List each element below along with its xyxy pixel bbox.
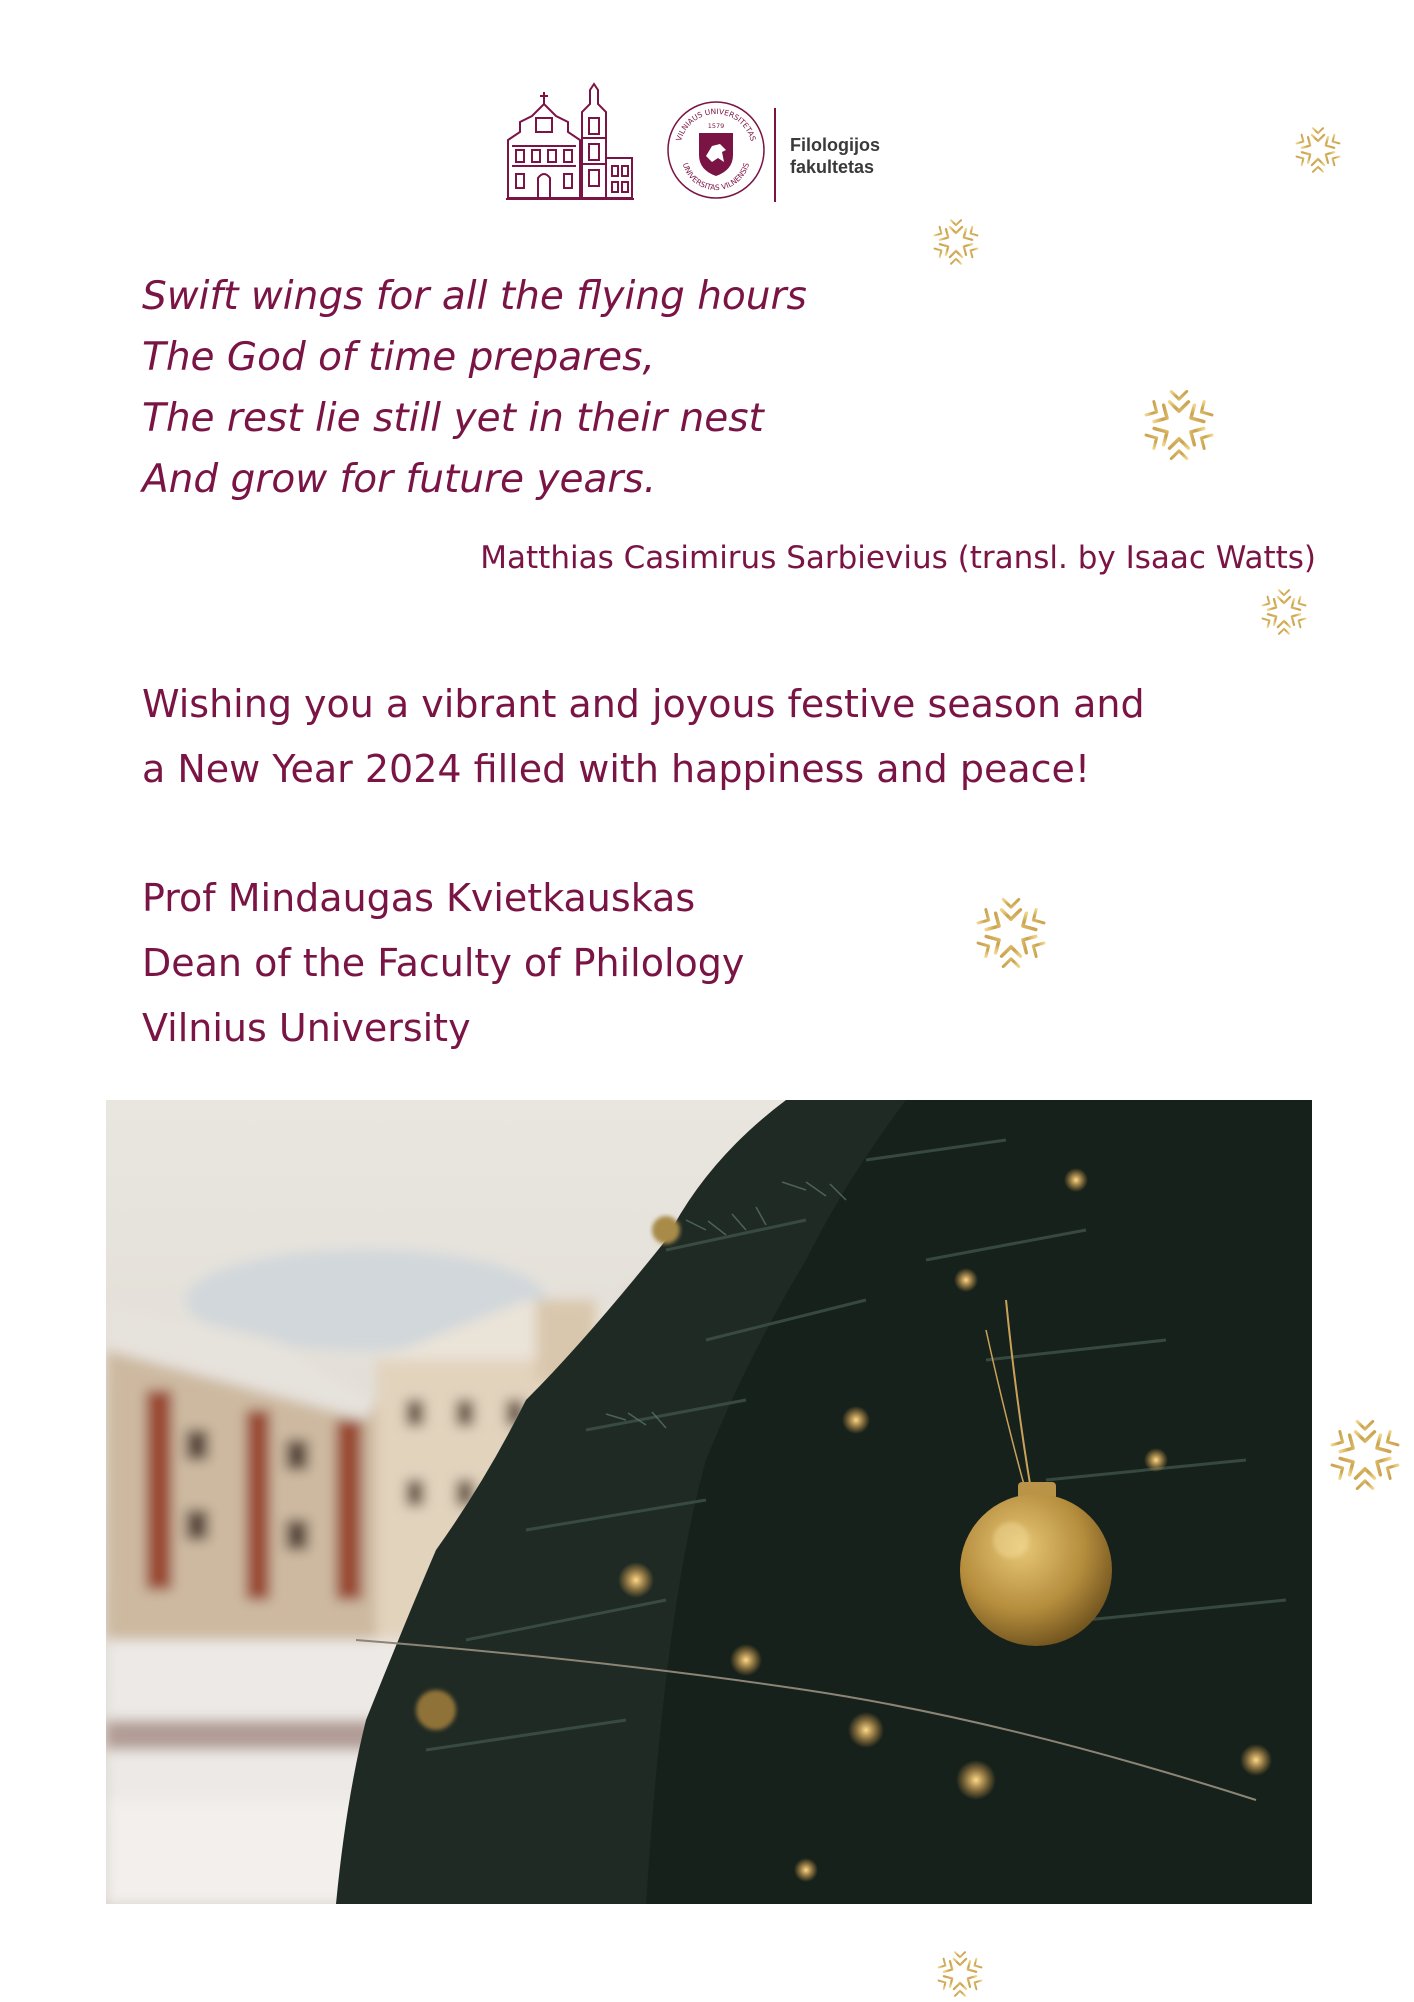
poem-attribution: Matthias Casimirus Sarbievius (transl. by Isaac Watts)	[480, 540, 1316, 576]
poem-line: The God of time prepares,	[142, 335, 655, 380]
logo-row	[506, 82, 926, 202]
snowflake-icon	[928, 214, 984, 270]
greeting-line: a New Year 2024 filled with happiness and peace!	[142, 747, 1091, 791]
snowflake-icon	[1136, 382, 1222, 468]
svg-text:UNIVERSITAS VILNENSIS: UNIVERSITAS VILNENSIS	[680, 161, 752, 193]
snowflake-icon	[932, 1946, 988, 2002]
greeting-line: Wishing you a vibrant and joyous festive season and	[142, 682, 1145, 726]
university-seal-icon	[666, 100, 766, 200]
signatory-institution: Vilnius University	[142, 1006, 471, 1050]
signatory-title: Dean of the Faculty of Philology	[142, 941, 745, 985]
snowflake-icon	[1256, 584, 1312, 640]
poem-line: Swift wings for all the flying hours	[142, 274, 807, 319]
poem-line: And grow for future years.	[142, 457, 657, 502]
christmas-tree-photo	[106, 1100, 1312, 1904]
university-building-icon	[506, 82, 634, 200]
snowflake-icon	[1322, 1412, 1408, 1498]
poem	[142, 266, 1042, 510]
signatory-name: Prof Mindaugas Kvietkauskas	[142, 876, 696, 920]
snowflake-icon	[1290, 122, 1346, 178]
logo-divider	[774, 108, 776, 202]
faculty-name	[790, 134, 930, 178]
faculty-name-line2: fakultetas	[790, 157, 875, 177]
svg-text:VILNIAUS UNIVERSITETAS: VILNIAUS UNIVERSITETAS	[674, 106, 758, 143]
snowflake-icon	[968, 890, 1054, 976]
svg-text:1579: 1579	[707, 122, 725, 130]
greeting	[142, 672, 1302, 802]
poem-line: The rest lie still yet in their nest	[142, 396, 764, 441]
faculty-name-line1: Filologijos	[790, 135, 880, 155]
signature	[142, 866, 1042, 1061]
